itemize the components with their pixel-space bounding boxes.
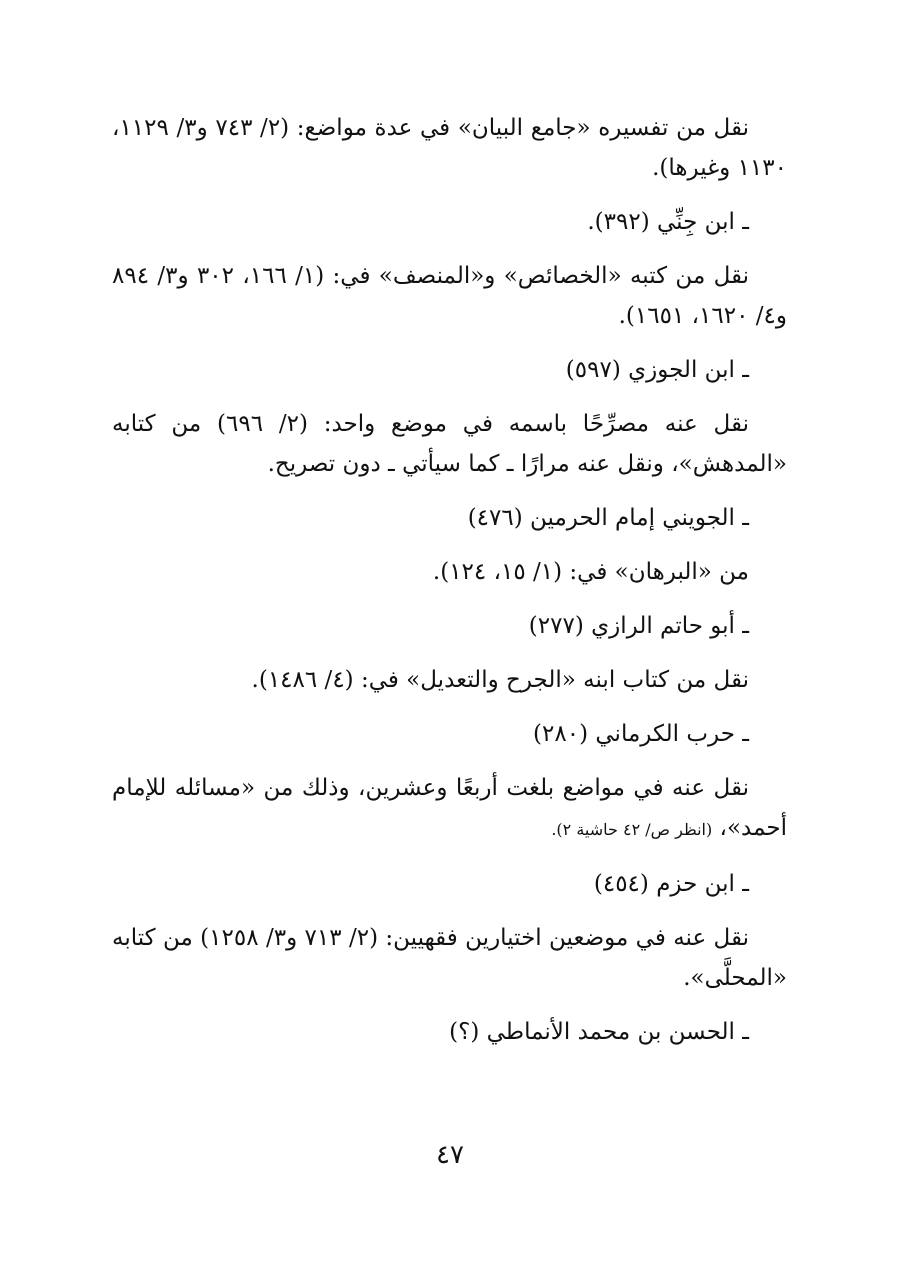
paragraph-tabari: نقل من تفسيره «جامع البيان» في عدة مواضع: (٢/ ٧٤٣ و٣/ ١١٢٩، ١١٣٠ وغيرها). — [112, 115, 787, 181]
paragraph-al-juwayni: من «البرهان» في: (١/ ١٥، ١٢٤). — [432, 559, 749, 585]
entry-ibn-jinni: ـ ابن جِنِّي (٣٩٢). — [587, 209, 749, 235]
page-body — [112, 108, 787, 1066]
paragraph-abu-hatim: نقل من كتاب ابنه «الجرح والتعديل» في: (٤/ ١٤٨٦). — [251, 667, 749, 693]
paragraph-harb-main: نقل عنه في مواضع بلغت أربعًا وعشرين، وذلك من «مسائله للإمام أحمد»، — [112, 775, 787, 841]
entry-al-juwayni: ـ الجويني إمام الحرمين (٤٧٦) — [467, 505, 749, 531]
paragraph-ibn-jinni: نقل من كتبه «الخصائص» و«المنصف» في: (١/ ١٦٦، ٣٠٢ و٣/ ٨٩٤ و٤/ ١٦٢٠، ١٦٥١). — [112, 263, 787, 329]
entry-ibn-al-jawzi: ـ ابن الجوزي (٥٩٧) — [565, 357, 749, 383]
paragraph-ibn-al-jawzi: نقل عنه مصرِّحًا باسمه في موضع واحد: (٢/ ٦٩٦) من كتابه «المدهش»، ونقل عنه مرارًا ـ كما سيأتي ـ دون تصريح. — [112, 411, 787, 477]
paragraph-harb-note: (انظر ص/ ٤٢ حاشية ٢). — [551, 820, 713, 839]
paragraph-ibn-hazm: نقل عنه في موضعين اختيارين فقهيين: (٢/ ٧١٣ و٣/ ١٢٥٨) من كتابه «المحلَّى». — [112, 925, 787, 991]
entry-al-anmati: ـ الحسن بن محمد الأنماطي (؟) — [449, 1019, 749, 1045]
page-number: ٤٧ — [436, 1140, 464, 1170]
entry-harb-al-kirmani: ـ حرب الكرماني (٢٨٠) — [533, 721, 749, 747]
entry-abu-hatim: ـ أبو حاتم الرازي (٢٧٧) — [528, 613, 749, 639]
paragraph-harb-al-kirmani — [112, 768, 787, 850]
entry-ibn-hazm: ـ ابن حزم (٤٥٤) — [593, 871, 749, 897]
